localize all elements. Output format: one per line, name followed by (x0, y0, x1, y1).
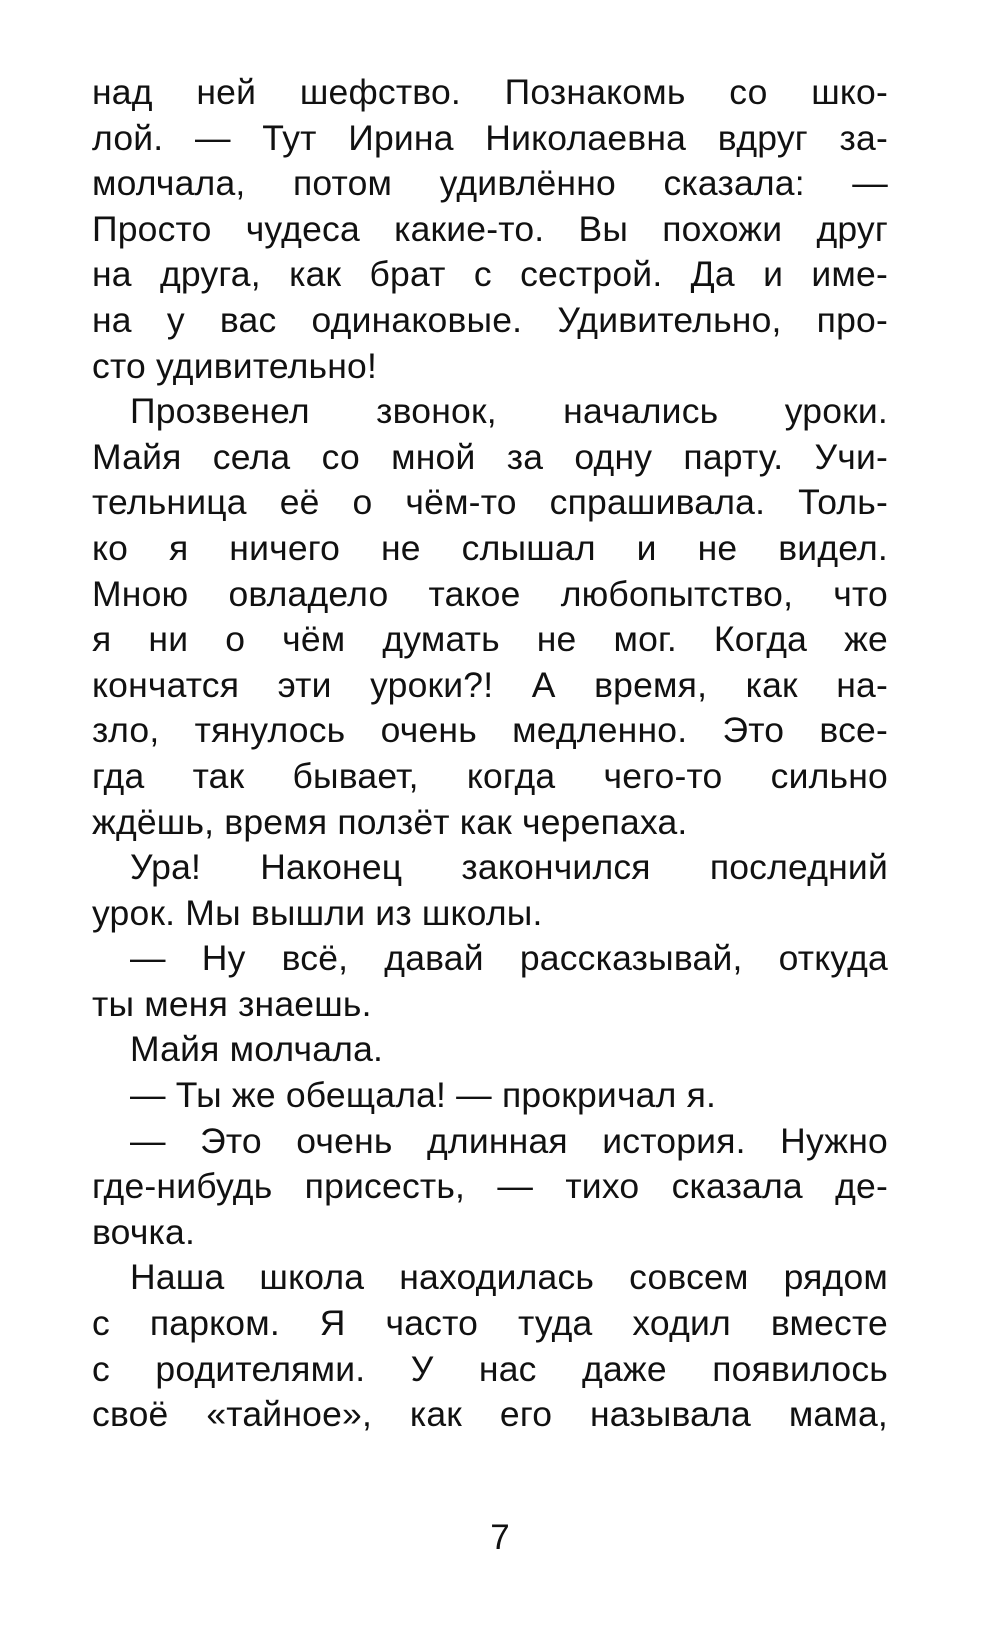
text-line: я ни о чём думать не мог. Когда же (92, 619, 888, 660)
text-line: с родителями. У нас даже появилось (92, 1348, 888, 1389)
text-line: Мною овладело такое любопытство, что (92, 573, 888, 614)
text-line: молчала, потом удивлённо сказала: — (92, 163, 888, 204)
text-line: урок. Мы вышли из школы. (92, 892, 543, 933)
text-line: лой. — Тут Ирина Николаевна вдруг за- (92, 117, 888, 158)
page-number: 7 (490, 1518, 510, 1557)
text-line: ждёшь, время ползёт как черепаха. (92, 801, 688, 842)
paragraph (92, 1073, 888, 1119)
text-line: — Ну всё, давай рассказывай, откуда (130, 938, 888, 979)
text-line: тельница её о чём-то спрашивала. Толь- (92, 482, 888, 523)
paragraph (92, 1255, 888, 1437)
paragraph (92, 389, 888, 845)
text-line: вочка. (92, 1211, 196, 1252)
text-line: на у вас одинаковые. Удивительно, про- (92, 299, 888, 340)
text-line: Майя села со мной за одну парту. Учи- (92, 436, 888, 477)
text-line: — Ты же обещала! — прокричал я. (130, 1075, 717, 1116)
text-line: на друга, как брат с сестрой. Да и име- (92, 254, 888, 295)
text-line: Наша школа находилась совсем рядом (130, 1257, 888, 1298)
text-line: сто удивительно! (92, 345, 378, 386)
text-line: Просто чудеса какие-то. Вы похожи друг (92, 208, 888, 249)
page-body (92, 70, 888, 1438)
text-line: Ура! Наконец закончился последний (130, 847, 888, 888)
text-line: Майя молчала. (130, 1029, 384, 1070)
text-line: с парком. Я часто туда ходил вместе (92, 1303, 888, 1344)
text-line: ко я ничего не слышал и не видел. (92, 527, 888, 568)
paragraph (92, 1027, 888, 1073)
text-line: ты меня знаешь. (92, 983, 372, 1024)
text-line: где-нибудь присесть, — тихо сказала де- (92, 1166, 888, 1207)
paragraph (92, 1119, 888, 1256)
text-line: Прозвенел звонок, начались уроки. (130, 391, 888, 432)
text-line: своё «тайное», как его называла мама, (92, 1394, 888, 1435)
text-line: гда так бывает, когда чего-то сильно (92, 755, 888, 796)
paragraph (92, 70, 888, 389)
paragraph (92, 845, 888, 936)
text-line: — Это очень длинная история. Нужно (130, 1120, 888, 1161)
text-line: зло, тянулось очень медленно. Это все- (92, 710, 888, 751)
text-line: кончатся эти уроки?! А время, как на- (92, 664, 888, 705)
text-line: над ней шефство. Познакомь со шко- (92, 72, 888, 112)
paragraph (92, 936, 888, 1027)
